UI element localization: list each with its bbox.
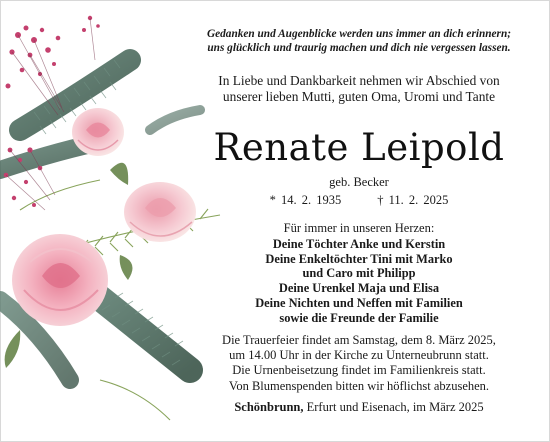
mourner-line: Deine Töchter Anke und Kerstin (272, 237, 446, 251)
deceased-name: Renate Leipold (213, 126, 505, 169)
birth-date: * 14. 2. 1935 (269, 193, 342, 207)
intro-line-2: unserer lieben Mutti, guten Oma, Uromi und Tante (222, 89, 496, 104)
memorial-quote (190, 27, 528, 55)
mourner-line: und Caro mit Philipp (302, 266, 416, 281)
intro-line-1: In Liebe und Dankbarkeit nehmen wir Abschied von (218, 73, 500, 88)
quote-line-2: uns glücklich und traurig machen und dich nie vergessen lassen. (207, 42, 511, 54)
rose-large (12, 234, 108, 326)
funeral-notice (190, 333, 528, 394)
farewell-intro (190, 73, 528, 105)
life-dates (190, 193, 528, 208)
closing-place-date (190, 400, 528, 415)
notice-line: Die Urnenbeisetzung findet im Familienkreis statt. (232, 363, 486, 378)
death-date: † 11. 2. 2025 (377, 193, 449, 207)
mourners-list (190, 237, 528, 325)
notice-line: um 14.00 Uhr in der Kirche zu Unterneubrunn statt. (229, 348, 489, 363)
mourner-line: Deine Enkeltöchter Tini mit Marko (265, 251, 453, 266)
quote-line-1: Gedanken und Augenblicke werden uns immer an dich erinnern; (206, 28, 511, 40)
mourner-line: Deine Urenkel Maja und Elisa (278, 281, 440, 296)
birth-name: geb. Becker (329, 175, 389, 189)
closing-place: Schönbrunn, (234, 400, 304, 414)
rose-middle (124, 182, 196, 242)
mourner-line: sowie die Freunde der Familie (279, 310, 439, 325)
notice-line: Von Blumenspenden bitten wir höflichst abzusehen. (228, 378, 490, 393)
mourner-line: Deine Nichten und Neffen mit Familien (255, 295, 463, 310)
mourners-lead: Für immer in unseren Herzen: (283, 221, 435, 235)
notice-line: Die Trauerfeier findet am Samstag, dem 8. März 2025, (222, 333, 496, 347)
rose-top (72, 108, 124, 156)
closing-rest: Erfurt und Eisenach, im März 2025 (306, 400, 484, 414)
